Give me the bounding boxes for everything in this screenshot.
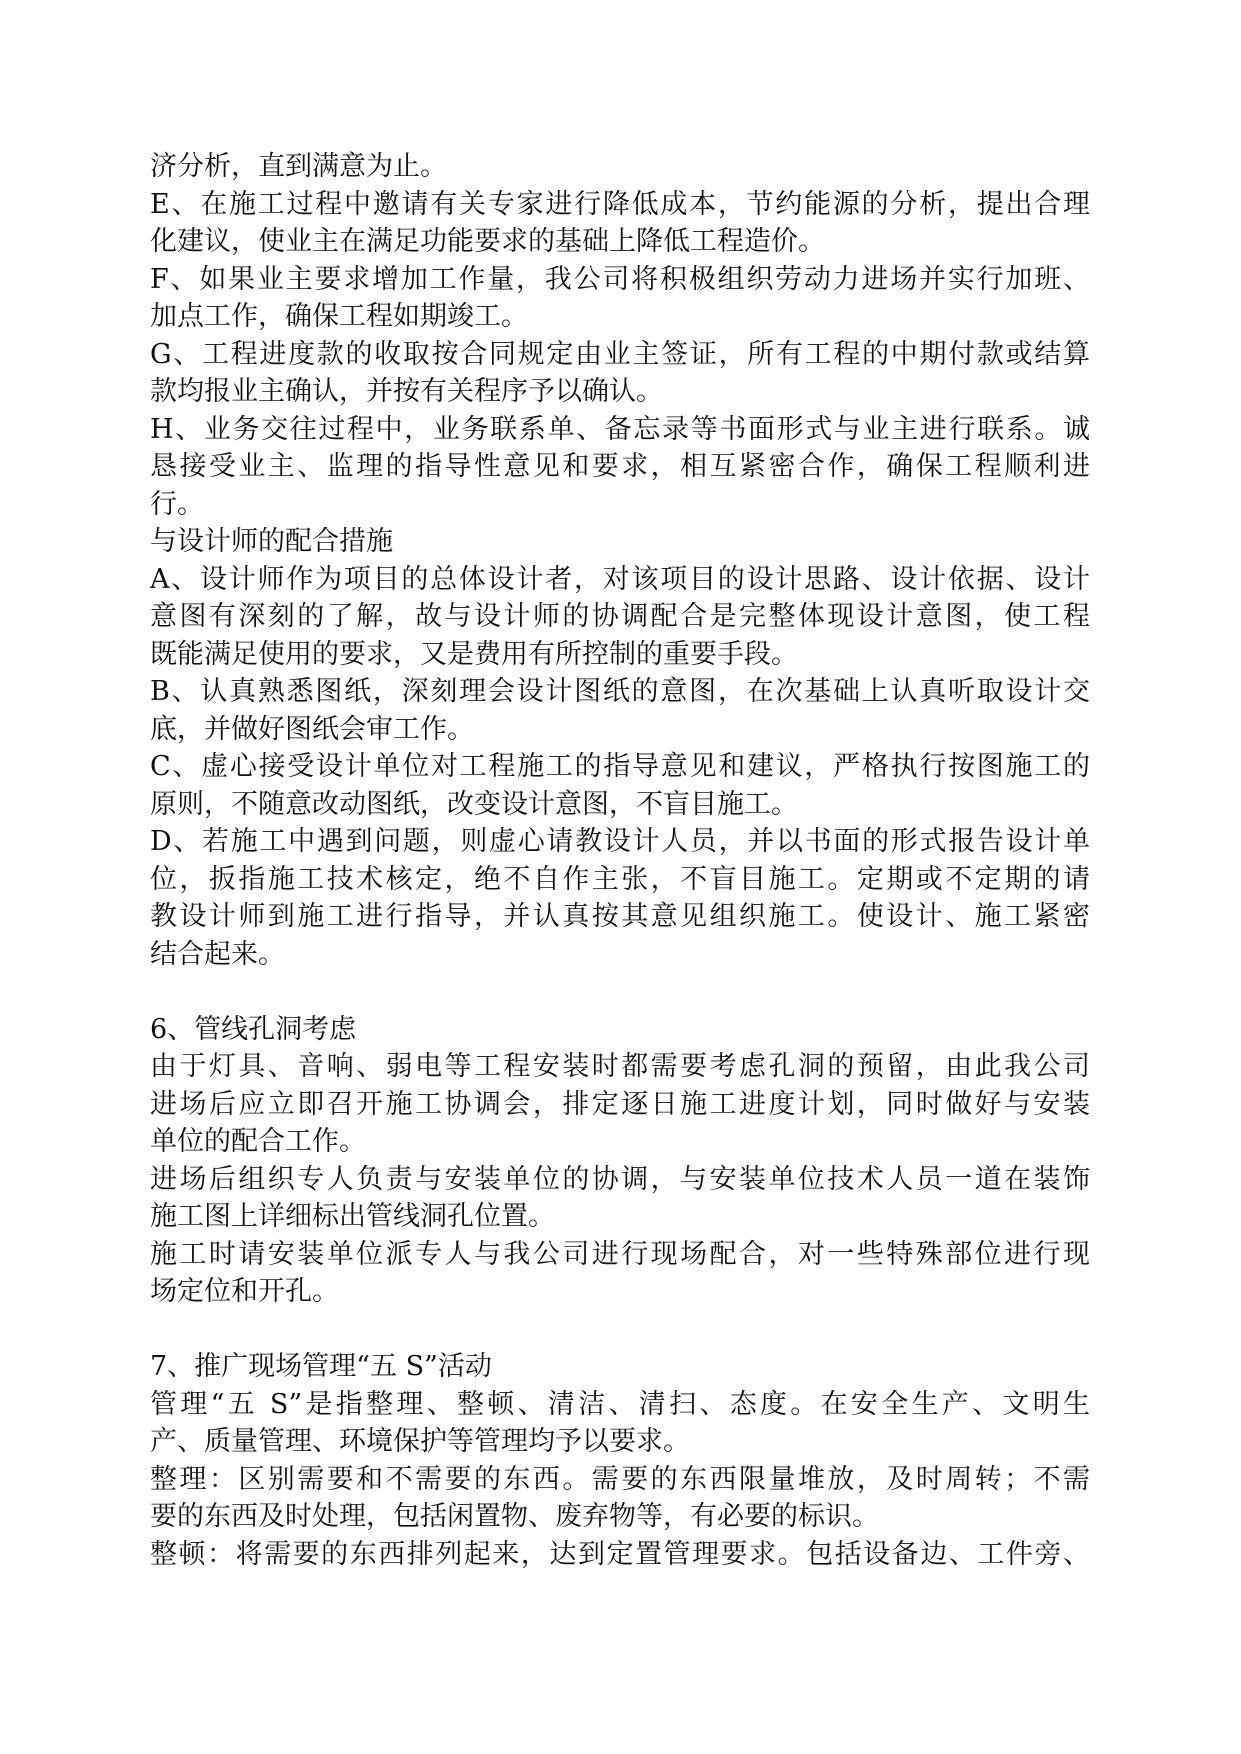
section-heading: 与设计师的配合措施 [150,526,393,557]
text-line: 位，扳指施工技术核定，绝不自作主张，不盲目施工。定期或不定期的请 [150,863,1090,895]
paragraph-gap [150,1311,1090,1349]
text-line: G、工程进度款的收取按合同规定由业主签证，所有工程的中期付款或结算 [150,338,1090,370]
text-line: B、认真熟悉图纸，深刻理会设计图纸的意图，在次基础上认真听取设计交 [150,676,1090,707]
text-line: 施工图上详细标出管线洞孔位置。 [150,1201,555,1232]
text-line: 加点工作，确保工程如期竣工。 [150,301,528,332]
text-line: 既能满足使用的要求，又是费用有所控制的重要手段。 [150,638,798,670]
text-line: H、业务交往过程中，业务联系单、备忘录等书面形式与业主进行联系。诚 [150,413,1090,445]
text-line: 进场后应立即召开施工协调会，排定逐日施工进度计划，同时做好与安装 [150,1088,1090,1120]
text-line: 整理：区别需要和不需要的东西。需要的东西限量堆放，及时周转；不需 [150,1463,1090,1495]
text-line: 结合起来。 [150,938,285,970]
text-line: 行。 [150,488,204,520]
text-line: F、如果业主要求增加工作量，我公司将积极组织劳动力进场并实行加班、 [150,263,1090,295]
text-line: 由于灯具、音响、弱电等工程安装时都需要考虑孔洞的预留，由此我公司 [150,1051,1090,1082]
text-line: 教设计师到施工进行指导，并认真按其意见组织施工。使设计、施工紧密 [150,901,1090,932]
section-heading: 7、推广现场管理“五 S”活动 [150,1351,492,1382]
body-text [150,148,1090,1573]
text-line: 产、质量管理、环境保护等管理均予以要求。 [150,1426,690,1457]
text-line: C、虚心接受设计单位对工程施工的指导意见和建议，严格执行按图施工的 [150,751,1090,782]
text-line: 济分析，直到满意为止。 [150,151,447,182]
text-line: 原则，不随意改动图纸，改变设计意图，不盲目施工。 [150,788,798,820]
text-line: 要的东西及时处理，包括闲置物、废弃物等，有必要的标识。 [150,1501,879,1532]
text-line: 施工时请安装单位派专人与我公司进行现场配合，对一些特殊部位进行现 [150,1238,1090,1270]
text-line: 整顿：将需要的东西排列起来，达到定置管理要求。包括设备边、工件旁、 [150,1538,1090,1570]
text-line: 款均报业主确认，并按有关程序予以确认。 [150,376,663,407]
text-line: 恳接受业主、监理的指导性意见和要求，相互紧密合作，确保工程顺利进 [150,451,1090,482]
text-line: D、若施工中遇到问题，则虚心请教设计人员，并以书面的形式报告设计单 [150,826,1090,857]
text-line: 化建议，使业主在满足功能要求的基础上降低工程造价。 [150,226,825,257]
text-line: 场定位和开孔。 [150,1276,339,1307]
text-line: 底，并做好图纸会审工作。 [150,713,474,745]
text-line: 管理“五 S”是指整理、整顿、清洁、清扫、态度。在安全生产、文明生 [150,1388,1090,1420]
section-heading: 6、管线孔洞考虑 [150,1013,357,1045]
paragraph-gap [150,973,1090,1011]
text-line: 意图有深刻的了解，故与设计师的协调配合是完整体现设计意图，使工程 [150,601,1090,632]
text-line: A、设计师作为项目的总体设计者，对该项目的设计思路、设计依据、设计 [150,563,1090,595]
text-line: 单位的配合工作。 [150,1126,366,1157]
text-line: 进场后组织专人负责与安装单位的协调，与安装单位技术人员一道在装饰 [150,1163,1090,1195]
text-line: E、在施工过程中邀请有关专家进行降低成本，节约能源的分析，提出合理 [150,188,1090,220]
